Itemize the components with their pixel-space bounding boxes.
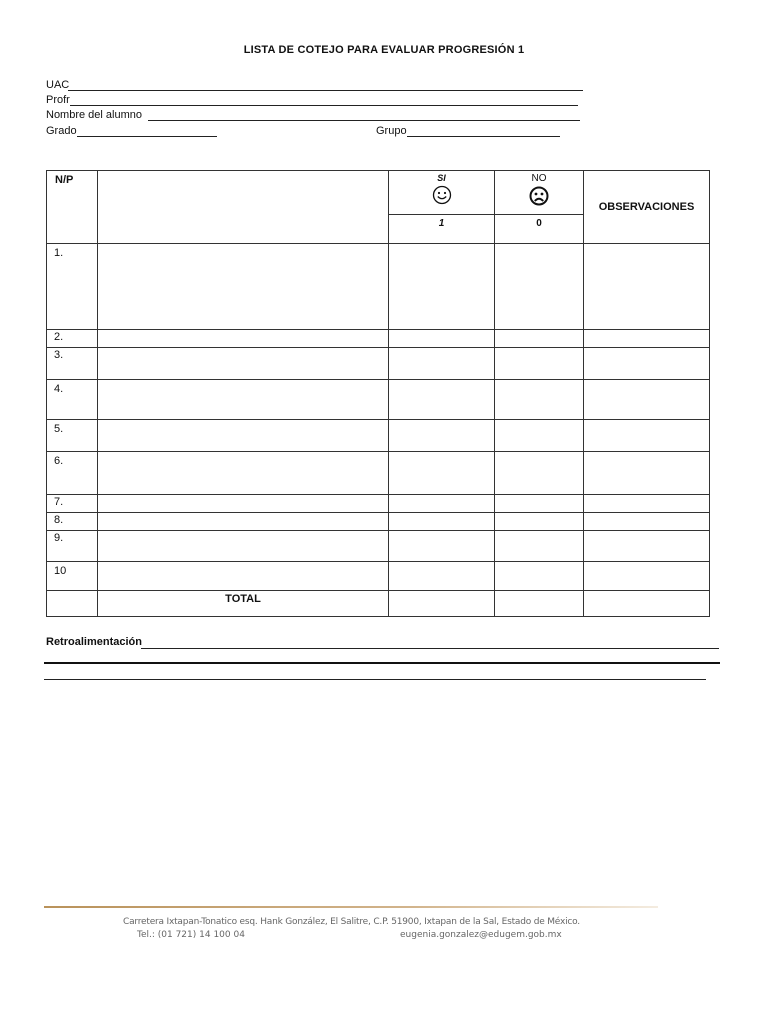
criteria-cell[interactable] [98, 330, 389, 348]
si-cell[interactable] [389, 380, 495, 420]
si-cell[interactable] [389, 244, 495, 330]
no-label: NO [531, 173, 547, 184]
no-cell[interactable] [495, 330, 584, 348]
alumno-line [148, 120, 580, 121]
checklist-table [46, 170, 710, 617]
si-header-cell [389, 171, 495, 215]
si-label: SI [437, 173, 446, 183]
grupo-line [407, 136, 560, 137]
criteria-cell[interactable] [98, 348, 389, 380]
observaciones-cell[interactable] [584, 420, 710, 452]
criteria-cell[interactable] [98, 380, 389, 420]
row-number: 1. [47, 244, 98, 330]
footer-phone: Tel.: (01 721) 14 100 04 [137, 930, 245, 940]
document-title: LISTA DE COTEJO PARA EVALUAR PROGRESIÓN 1 [243, 44, 525, 56]
si-cell[interactable] [389, 420, 495, 452]
table-row [47, 452, 710, 495]
table-row [47, 495, 710, 513]
si-cell[interactable] [389, 330, 495, 348]
uac-label: UAC [46, 79, 70, 91]
no-cell[interactable] [495, 531, 584, 562]
criteria-cell[interactable] [98, 513, 389, 531]
total-observaciones-cell[interactable] [584, 591, 710, 617]
footer-email: eugenia.gonzalez@edugem.gob.mx [400, 930, 562, 940]
row-number: 4. [47, 380, 98, 420]
footer-address: Carretera Ixtapan-Tonatico esq. Hank González, El Salitre, C.P. 51900, Ixtapan de la Sal, Estado de México. [123, 917, 580, 927]
si-cell[interactable] [389, 531, 495, 562]
total-row [47, 591, 710, 617]
criteria-header-cell [98, 171, 389, 244]
observaciones-cell[interactable] [584, 380, 710, 420]
si-cell[interactable] [389, 495, 495, 513]
row-number: 10 [47, 562, 98, 591]
criteria-cell[interactable] [98, 562, 389, 591]
total-np-cell [47, 591, 98, 617]
no-cell[interactable] [495, 495, 584, 513]
total-label: TOTAL [98, 591, 389, 617]
no-cell[interactable] [495, 244, 584, 330]
observaciones-cell[interactable] [584, 348, 710, 380]
row-number: 6. [47, 452, 98, 495]
no-cell[interactable] [495, 348, 584, 380]
no-cell[interactable] [495, 380, 584, 420]
observaciones-cell[interactable] [584, 531, 710, 562]
uac-line [68, 90, 583, 91]
observaciones-header: OBSERVACIONES [584, 171, 710, 244]
observaciones-cell[interactable] [584, 495, 710, 513]
retroalimentacion-line-1[interactable] [141, 648, 719, 649]
grado-line [77, 136, 217, 137]
observaciones-cell[interactable] [584, 513, 710, 531]
si-cell[interactable] [389, 452, 495, 495]
table-row [47, 531, 710, 562]
table-row [47, 562, 710, 591]
table-row [47, 380, 710, 420]
no-cell[interactable] [495, 562, 584, 591]
retroalimentacion-line-3[interactable] [44, 679, 706, 680]
table-row [47, 348, 710, 380]
grupo-label: Grupo [376, 125, 407, 137]
observaciones-cell[interactable] [584, 244, 710, 330]
observaciones-cell[interactable] [584, 452, 710, 495]
profr-label: Profr [46, 94, 70, 106]
row-number: 5. [47, 420, 98, 452]
profr-line [70, 105, 578, 106]
observaciones-cell[interactable] [584, 562, 710, 591]
no-cell[interactable] [495, 513, 584, 531]
footer-divider [44, 906, 658, 908]
si-cell[interactable] [389, 562, 495, 591]
grado-label: Grado [46, 125, 77, 137]
row-number: 2. [47, 330, 98, 348]
retroalimentacion-label: Retroalimentación [46, 636, 142, 648]
np-header: N/P [47, 171, 98, 244]
sad-face-icon [529, 186, 549, 206]
table-row [47, 244, 710, 330]
no-cell[interactable] [495, 452, 584, 495]
criteria-cell[interactable] [98, 495, 389, 513]
si-cell[interactable] [389, 513, 495, 531]
total-si-cell[interactable] [389, 591, 495, 617]
row-number: 3. [47, 348, 98, 380]
row-number: 9. [47, 531, 98, 562]
total-no-cell[interactable] [495, 591, 584, 617]
si-score: 1 [389, 215, 495, 244]
row-number: 8. [47, 513, 98, 531]
table-row [47, 420, 710, 452]
row-number: 7. [47, 495, 98, 513]
no-header-cell [495, 171, 584, 215]
criteria-cell[interactable] [98, 531, 389, 562]
criteria-cell[interactable] [98, 244, 389, 330]
table-row [47, 330, 710, 348]
criteria-cell[interactable] [98, 452, 389, 495]
smiley-icon [432, 185, 452, 205]
no-score: 0 [495, 215, 584, 244]
retroalimentacion-line-2[interactable] [44, 662, 720, 664]
observaciones-cell[interactable] [584, 330, 710, 348]
criteria-cell[interactable] [98, 420, 389, 452]
alumno-label: Nombre del alumno [46, 109, 142, 121]
no-cell[interactable] [495, 420, 584, 452]
si-cell[interactable] [389, 348, 495, 380]
table-row [47, 513, 710, 531]
